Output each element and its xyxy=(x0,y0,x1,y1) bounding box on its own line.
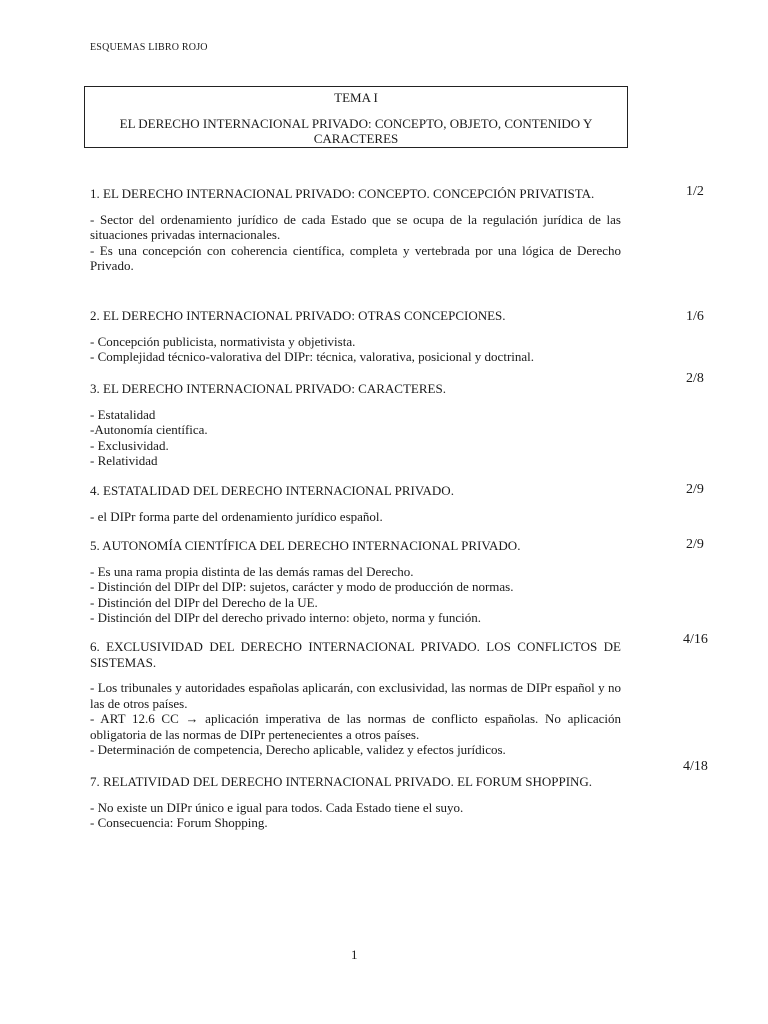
section-heading: 3. EL DERECHO INTERNACIONAL PRIVADO: CARACTERES. xyxy=(90,381,446,396)
section-ref: 4/16 xyxy=(683,632,708,647)
section-body xyxy=(90,564,621,626)
bullet-line: - Sector del ordenamiento jurídico de cada Estado que se ocupa de la regulación jurídica de las situaciones privadas internacionales. xyxy=(90,211,621,242)
page-number: 1 xyxy=(351,947,358,962)
section-heading: 1. EL DERECHO INTERNACIONAL PRIVADO: CONCEPTO. CONCEPCIÓN PRIVATISTA. xyxy=(90,186,595,201)
section-4 xyxy=(90,483,621,524)
bullet-line: - Distinción del DIPr del Derecho de la UE. xyxy=(90,594,318,610)
section-2 xyxy=(90,308,621,365)
section-7 xyxy=(90,774,621,831)
bullet-line: - el DIPr forma parte del ordenamiento jurídico español. xyxy=(90,508,383,524)
section-5 xyxy=(90,538,621,626)
section-ref: 2/9 xyxy=(686,482,704,497)
section-ref: 1/6 xyxy=(686,309,704,324)
section-body xyxy=(90,212,621,274)
section-6 xyxy=(90,639,621,758)
bullet-line: - Estatalidad xyxy=(90,406,156,422)
section-heading: 6. EXCLUSIVIDAD DEL DERECHO INTERNACIONAL PRIVADO. LOS CONFLICTOS DE SISTEMAS. xyxy=(90,639,621,670)
section-ref: 1/2 xyxy=(686,184,704,199)
bullet-line: - Es una concepción con coherencia científica, completa y vertebrada por una lógica de Derecho Privado. xyxy=(90,242,621,273)
bullet-line: - Complejidad técnico-valorativa del DIPr: técnica, valorativa, posicional y doctrinal. xyxy=(90,349,535,364)
bullet-line: - Distinción del DIPr del derecho privado interno: objeto, norma y función. xyxy=(90,610,481,625)
section-body xyxy=(90,680,621,758)
bullet-line: - No existe un DIPr único e igual para todos. Cada Estado tiene el suyo. xyxy=(90,799,464,815)
section-1 xyxy=(90,186,621,274)
section-body xyxy=(90,800,621,831)
section-body xyxy=(90,509,621,525)
bullet-line: - Relatividad xyxy=(90,453,158,468)
document-title: EL DERECHO INTERNACIONAL PRIVADO: CONCEPTO, OBJETO, CONTENIDO Y CARACTERES xyxy=(119,116,593,146)
bullet-line: - Concepción publicista, normativista y objetivista. xyxy=(90,333,356,349)
bullet-line: - ART 12.6 CC → aplicación imperativa de las normas de conflicto españolas. No aplicación obligatoria de las normas de DIPr pertenecientes a otros países. xyxy=(90,711,621,742)
section-body xyxy=(90,334,621,365)
section-heading: 5. AUTONOMÍA CIENTÍFICA DEL DERECHO INTERNACIONAL PRIVADO. xyxy=(90,538,521,553)
bullet-line: - Es una rama propia distinta de las demás ramas del Derecho. xyxy=(90,563,414,579)
section-body xyxy=(90,407,621,469)
title-box xyxy=(84,86,628,148)
section-ref: 2/8 xyxy=(686,371,704,386)
bullet-line: - Los tribunales y autoridades españolas aplicarán, con exclusividad, las normas de DIPr español y no las de otros países. xyxy=(90,680,621,711)
bullet-line: - Determinación de competencia, Derecho aplicable, validez y efectos jurídicos. xyxy=(90,742,506,757)
bullet-line: -Autonomía científica. xyxy=(90,422,208,437)
section-heading: 2. EL DERECHO INTERNACIONAL PRIVADO: OTRAS CONCEPCIONES. xyxy=(90,308,506,323)
page-header: ESQUEMAS LIBRO ROJO xyxy=(90,42,208,53)
section-ref: 2/9 xyxy=(686,537,704,552)
section-heading: 7. RELATIVIDAD DEL DERECHO INTERNACIONAL PRIVADO. EL FORUM SHOPPING. xyxy=(90,774,593,789)
section-heading: 4. ESTATALIDAD DEL DERECHO INTERNACIONAL PRIVADO. xyxy=(90,483,454,498)
bullet-line: - Exclusividad. xyxy=(90,437,169,453)
bullet-line: - Consecuencia: Forum Shopping. xyxy=(90,815,268,830)
tema-label: TEMA I xyxy=(334,90,378,105)
section-ref: 4/18 xyxy=(683,759,708,774)
bullet-line: - Distinción del DIPr del DIP: sujetos, carácter y modo de producción de normas. xyxy=(90,579,514,594)
section-3 xyxy=(90,381,621,469)
